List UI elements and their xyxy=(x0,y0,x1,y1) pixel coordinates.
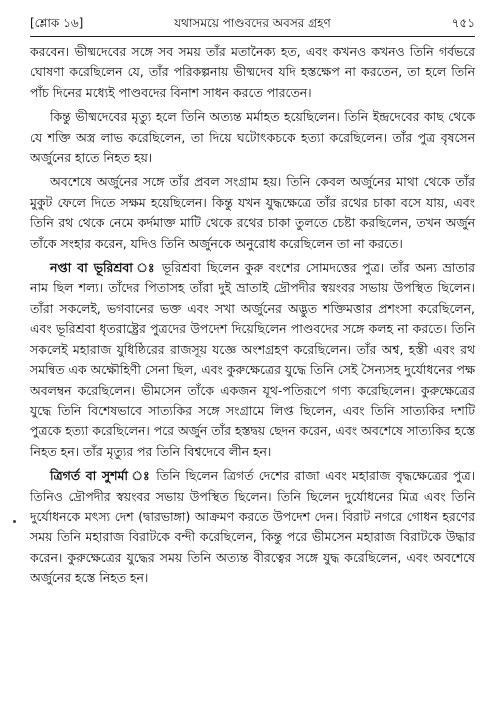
entry-term: ত্রিগর্ত বা সুশর্মা ঃ xyxy=(50,468,151,484)
paragraph xyxy=(30,42,475,103)
paragraph-text: ভূরিশ্রবা ছিলেন কুরু বংশের সোমদত্তের পুত্র। তাঁর অন্য ভ্রাতার নাম ছিল শল্য। তাঁদের পিতাসহ তাঁরা দুই ভ্রাতাই দ্রৌপদীর স্বয়ংবর সভায় উপস্থিত ছিলেন। তাঁরা সকলেই, ভগবানের ভক্ত এবং সখা অর্জুনের অদ্ভুত শক্তিমত্তার প্রশংসা করেছিলেন, এবং ভূরিশ্রবা ধৃতরাষ্ট্রের পুত্রদের উপদেশ দিয়েছিলেন পাণ্ডবদের সঙ্গে কলহ না করতে। তিনি সকলেই মহারাজ যুধিষ্ঠিরের রাজসূয় যজ্ঞে অংশগ্রহণ করেছিলেন। তাঁর অশ্ব, হস্তী এবং রথ সমন্বিত এক অক্ষৌহিণী সেনা ছিল, এবং কুরুক্ষেত্রের যুদ্ধে তিনি সেই সৈন্যসহ দুর্যোধনের পক্ষ অবলম্বন করেছিলেন। ভীমসেন তাঁকে একজন যূথ-পতিরূপে গণ্য করেছিলেন। কুরুক্ষেত্রের যুদ্ধে তিনি বিশেষভাবে সাত্যকির সঙ্গে সংগ্রামে লিপ্ত ছিলেন, এবং তিনি সাত্যকির দশটি পুত্রকে হত্যা করেছিলেন। পরে অর্জুন তাঁর হস্তদ্বয় ছেদন করেন, এবং অবশেষে সাত্যকির হস্তে নিহত হন। তাঁর মৃত্যুর পর তিনি বিশ্বদেবে লীন হন। xyxy=(30,260,475,459)
paragraph xyxy=(30,107,475,168)
paragraph-text: তিনি ছিলেন ত্রিগর্ত দেশের রাজা এবং মহারাজ বৃদ্ধক্ষেত্রের পুত্র। তিনিও দ্রৌপদীর স্বয়ংবর সভায় উপস্থিত ছিলেন। তিনি ছিলেন দুর্যোধনের মিত্র এবং তিনি দুর্যোধনকে মৎস্য দেশ (দ্বারভাঙ্গা) আক্রমণ করতে উপদেশ দেন। বিরাট নগরে গোধন হরণের সময় তিনি মহারাজ বিরাটকে বন্দী করেছিলেন, কিন্তু পরে ভীমসেন মহারাজ বিরাটকে উদ্ধার করেন। কুরুক্ষেত্রের যুদ্ধের সময় তিনি অত্যন্ত বীরত্বের সঙ্গে যুদ্ধ করেছিলেন, এবং অবশেষে অর্জুনের হস্তে নিহত হন। xyxy=(30,468,475,586)
page-body xyxy=(30,42,475,593)
paragraph xyxy=(30,258,475,462)
page-number: ৭৫১ xyxy=(451,16,475,30)
verse-reference: [শ্লোক ১৬] xyxy=(30,16,84,30)
paragraph xyxy=(30,172,475,254)
paragraph-text: করবেন। ভীষ্মদেবের সঙ্গে সব সময় তাঁর মতানৈক্য হত, এবং কখনও কখনও তিনি গর্বভরে ঘোষণা করেছিলেন যে, তাঁর পরিকল্পনায় ভীষ্মদেব যদি হস্তক্ষেপ না করতেন, তা হলে তিনি পাঁচ দিনের মধ্যেই পাণ্ডবদের বিনাশ সাধন করতে পারতেন। xyxy=(30,44,475,100)
paragraph xyxy=(30,466,475,588)
paragraph-text: অবশেষে অর্জুনের সঙ্গে তাঁর প্রবল সংগ্রাম হয়। তিনি কেবল অর্জুনের মাথা থেকে তাঁর মুকুট ফেলে দিতে সক্ষম হয়েছিলেন। কিন্তু যখন যুদ্ধক্ষেত্রে তাঁর রথের চাকা বসে যায়, এবং তিনি রথ থেকে নেমে কর্দমাক্ত মাটি থেকে রথের চাকা তুলতে চেষ্টা করছিলেন, তখন অর্জুন তাঁকে সংহার করেন, যদিও তিনি অর্জুনকে অনুরোধ করেছিলেন তা না করতে। xyxy=(30,174,475,251)
margin-speck xyxy=(13,520,16,523)
paragraph-text: কিন্তু ভীষ্মদেবের মৃত্যু হলে তিনি অত্যন্ত মর্মাহত হয়েছিলেন। তিনি ইন্দ্রদেবের কাছ থেকে যে শক্তি অস্ত্র লাভ করেছিলেন, তা দিয়ে ঘটোৎকচকে হত্যা করেছিলেন। তাঁর পুত্র বৃষসেন অর্জুনের হাতে নিহত হয়। xyxy=(30,109,475,166)
entry-term: নপ্তা বা ভূরিশ্রবা ঃ xyxy=(50,260,157,276)
chapter-title: যথাসময়ে পাণ্ডবদের অবসর গ্রহণ xyxy=(174,16,331,30)
page-header xyxy=(30,10,475,37)
